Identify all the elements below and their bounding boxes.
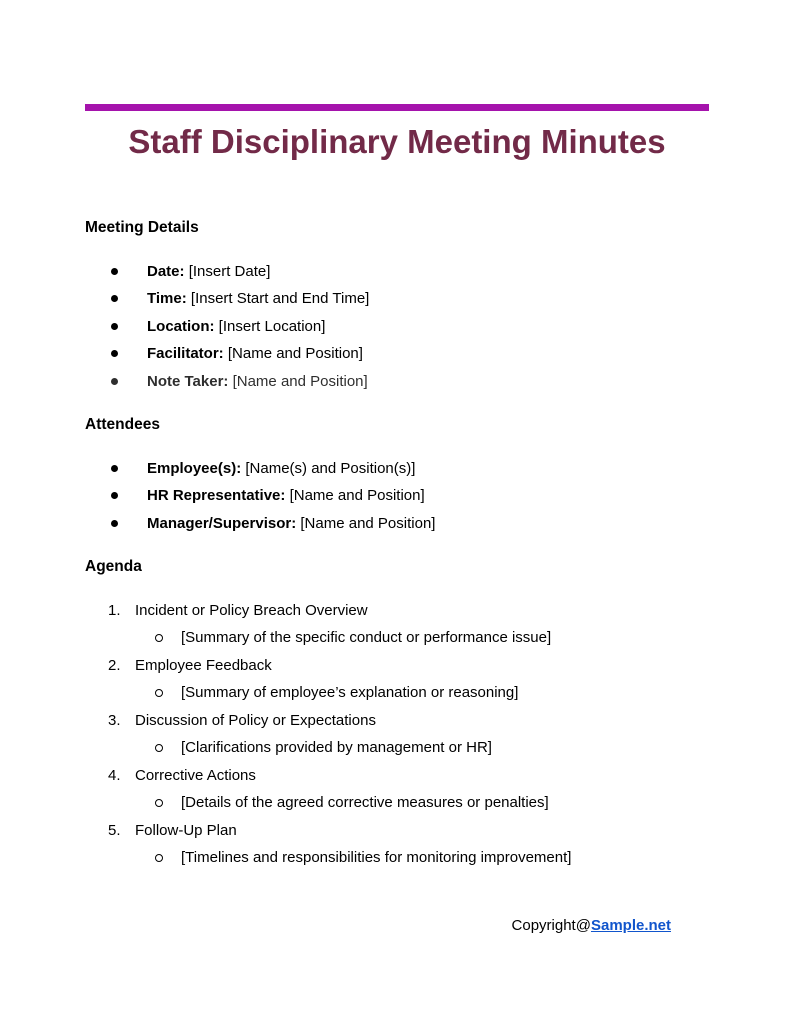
agenda-item-title: Corrective Actions [135,766,256,784]
section-heading-agenda: Agenda [85,558,142,575]
agenda-item-title-row [85,762,709,790]
bullet-icon [111,492,118,499]
agenda-item-title: Discussion of Policy or Expectations [135,711,376,729]
meeting-details-list [85,258,709,396]
circle-bullet-icon [155,634,163,642]
agenda-item-title-row [85,652,709,680]
agenda-subitem [85,789,709,817]
accent-divider [85,104,709,111]
agenda-subitem [85,679,709,707]
list-item-employees [85,455,709,483]
item-label: Manager/Supervisor: [147,514,297,532]
list-item-hr-representative [85,482,709,510]
agenda-item-title-row [85,817,709,845]
section-heading-attendees: Attendees [85,416,160,433]
item-value: [Name(s) and Position(s)] [245,459,416,477]
list-item-note-taker [85,368,709,396]
item-label: Date: [147,262,185,280]
item-label: Facilitator: [147,345,224,362]
item-value: [Name and Position] [227,345,363,362]
list-item-date [85,258,709,286]
agenda-item-title: Incident or Policy Breach Overview [135,601,368,619]
agenda-subitem [85,844,709,872]
agenda-item-title: Employee Feedback [135,656,272,674]
agenda-subitem [85,734,709,762]
bullet-icon [111,465,118,472]
bullet-icon [111,268,118,275]
item-value: [Name and Position] [289,487,425,504]
bullet-icon [111,378,118,385]
agenda-item-5 [85,817,709,872]
item-value: [Insert Location] [218,317,326,335]
agenda-subitem-text: [Summary of employee’s explanation or reasoning] [181,684,519,701]
item-label: HR Representative: [147,487,286,504]
content-area [0,104,786,939]
attendees-list [85,455,709,538]
copyright-text: Copyright@ [511,916,591,934]
agenda-item-title-row [85,707,709,735]
circle-bullet-icon [155,854,163,862]
bullet-icon [111,520,118,527]
item-label: Employee(s): [147,459,242,477]
agenda-subitem-text: [Timelines and responsibilities for monitoring improvement] [181,849,572,866]
sample-net-link[interactable]: Sample.net [590,916,671,934]
agenda-item-4 [85,762,709,817]
agenda-number: 4. [108,766,121,784]
list-item-time [85,285,709,313]
item-label: Note Taker: [147,372,229,390]
item-value: [Name and Position] [300,514,436,532]
agenda-number: 3. [108,711,121,729]
agenda-subitem-text: [Details of the agreed corrective measures or penalties] [181,794,549,811]
agenda-item-3 [85,707,709,762]
agenda-subitem-text: [Summary of the specific conduct or performance issue] [181,629,552,646]
agenda-list [85,597,709,872]
agenda-number: 5. [108,821,121,839]
agenda-item-title: Follow-Up Plan [135,821,237,839]
agenda-number: 1. [108,601,121,619]
agenda-number: 2. [108,656,121,674]
agenda-item-1 [85,597,709,652]
page-title: Staff Disciplinary Meeting Minutes [128,123,666,160]
footer [85,912,709,940]
list-item-facilitator [85,340,709,368]
list-item-manager-supervisor [85,510,709,538]
bullet-icon [111,323,118,330]
bullet-icon [111,295,118,302]
item-value: [Insert Date] [188,262,271,280]
circle-bullet-icon [155,799,163,807]
circle-bullet-icon [155,744,163,752]
agenda-subitem-text: [Clarifications provided by management or HR] [181,739,492,756]
list-item-location [85,313,709,341]
agenda-item-title-row [85,597,709,625]
item-label: Time: [147,290,187,307]
agenda-item-2 [85,652,709,707]
section-heading-meeting-details: Meeting Details [85,219,199,236]
bullet-icon [111,350,118,357]
item-value: [Name and Position] [232,372,368,390]
circle-bullet-icon [155,689,163,697]
item-label: Location: [147,317,215,335]
item-value: [Insert Start and End Time] [190,290,370,307]
agenda-subitem [85,624,709,652]
